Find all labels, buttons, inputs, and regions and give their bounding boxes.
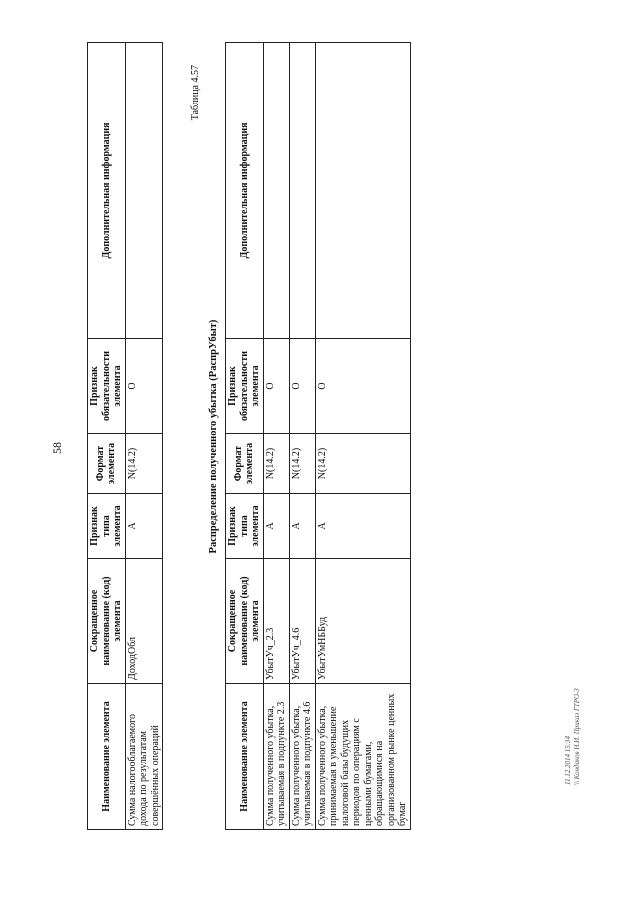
cell-format: N(14.2) [263, 434, 289, 494]
cell-type: А [315, 494, 410, 559]
cell-code: ДоходОбл [125, 559, 163, 684]
page-number: 58 [50, 442, 64, 454]
cell-required: О [263, 339, 289, 434]
header-code: Сокращенное наименование (код) элемента [226, 559, 264, 684]
header-info: Дополнительная информация [88, 43, 126, 339]
cell-format: N(14.2) [289, 434, 315, 494]
cell-type: А [125, 494, 163, 559]
table-header-row [226, 43, 264, 830]
cell-info [263, 43, 289, 339]
cell-format: N(14.2) [125, 434, 163, 494]
header-required: Признак обязательности элемента [226, 339, 264, 434]
table-continuation [87, 42, 163, 830]
table-row [125, 43, 163, 830]
cell-name: Сумма полученного убытка, принимаемая в уменьшение налоговой базы будущих периодов по операциям с ценными бумагами, обращающимися на организованном рынке ценных бумаг [315, 684, 410, 830]
cell-type: А [263, 494, 289, 559]
cell-required: О [289, 339, 315, 434]
cell-code: УбытУч_4.6 [289, 559, 315, 684]
stamp-signer: \\ Кондаков Н.И. Приказ ГТРО-3 [572, 688, 581, 785]
table-4-57 [225, 42, 411, 830]
cell-name: Сумма полученного убытка, учитываемая в подпункте 4.6 [289, 684, 315, 830]
cell-required: О [315, 339, 410, 434]
cell-info [315, 43, 410, 339]
header-format: Формат элемента [226, 434, 264, 494]
stamp-date: 11.12.2014 15:34 [564, 735, 572, 785]
header-required: Признак обязательности элемента [88, 339, 126, 434]
header-code: Сокращенное наименование (код) элемента [88, 559, 126, 684]
cell-required: О [125, 339, 163, 434]
cell-name: Сумма налогооблагаемого дохода по результатам совершённых операций [125, 684, 163, 830]
cell-format: N(14.2) [315, 434, 410, 494]
cell-info [289, 43, 315, 339]
header-info: Дополнительная информация [226, 43, 264, 339]
header-name: Наименование элемента [226, 684, 264, 830]
table-header-row [88, 43, 126, 830]
table-row [263, 43, 289, 830]
cell-type: А [289, 494, 315, 559]
header-type: Признак типа элемента [88, 494, 126, 559]
table-number: Таблица 4.57 [190, 65, 201, 121]
cell-info [125, 43, 163, 339]
cell-code: УбытУмНББуд [315, 559, 410, 684]
header-format: Формат элемента [88, 434, 126, 494]
table-row [289, 43, 315, 830]
cell-name: Сумма полученного убытка, учитываемая в подпункте 2.3 [263, 684, 289, 830]
table-title: Распределение полученного убытка (РаспрУбыт) [208, 319, 219, 554]
electronic-signature-stamp [564, 688, 582, 785]
cell-code: УбытУч_2.3 [263, 559, 289, 684]
table-row [315, 43, 410, 830]
header-type: Признак типа элемента [226, 494, 264, 559]
header-name: Наименование элемента [88, 684, 126, 830]
